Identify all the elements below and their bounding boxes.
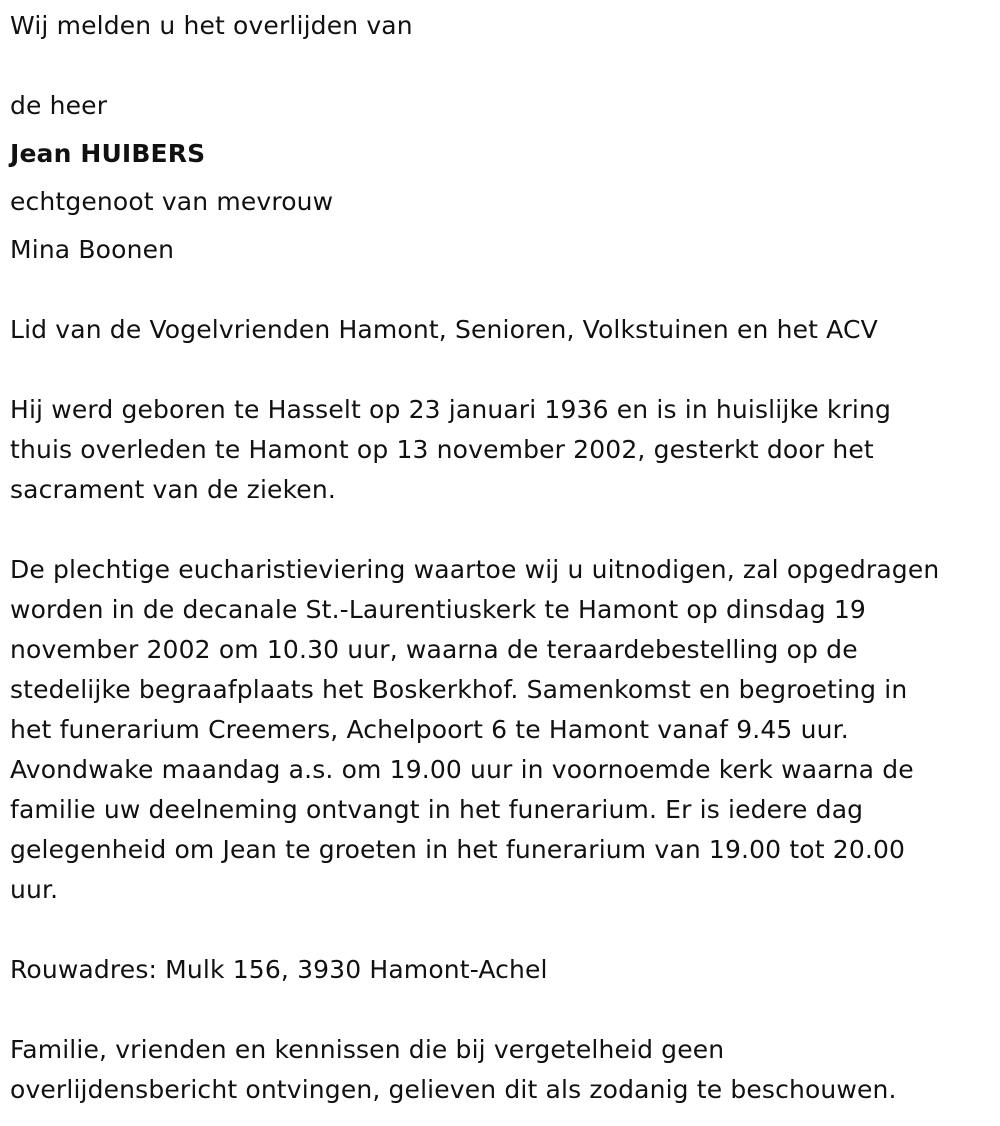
paragraph-line: sacrament van de zieken. [10, 475, 336, 504]
paragraph-line: Familie, vrienden en kennissen die bij vergetelheid geen [10, 1035, 725, 1064]
paragraph-line: november 2002 om 10.30 uur, waarna de teraardebestelling op de [10, 635, 858, 664]
spouse-name: Mina Boonen [10, 235, 175, 264]
paragraph-line: gelegenheid om Jean te groeten in het funerarium van 19.00 tot 20.00 [10, 835, 906, 864]
paragraph-line: uur. [10, 875, 59, 904]
title-prefix: de heer [10, 91, 108, 120]
intro-text: Wij melden u het overlijden van [10, 11, 413, 40]
deceased-name: Jean HUIBERS [10, 139, 206, 168]
paragraph-line: overlijdensbericht ontvingen, gelieven dit als zodanig te beschouwen. [10, 1075, 897, 1104]
spouse-label: echtgenoot van mevrouw [10, 187, 334, 216]
paragraph-line: De plechtige eucharistieviering waartoe wij u uitnodigen, zal opgedragen [10, 555, 940, 584]
paragraph-line: familie uw deelneming ontvangt in het funerarium. Er is iedere dag [10, 795, 864, 824]
mourning-address: Rouwadres: Mulk 156, 3930 Hamont-Achel [10, 955, 548, 984]
paragraph-line: worden in de decanale St.-Laurentiuskerk te Hamont op dinsdag 19 [10, 595, 866, 624]
paragraph-line: het funerarium Creemers, Achelpoort 6 te Hamont vanaf 9.45 uur. [10, 715, 849, 744]
paragraph-line: Avondwake maandag a.s. om 19.00 uur in voornoemde kerk waarna de [10, 755, 914, 784]
paragraph-line: thuis overleden te Hamont op 13 november 2002, gesterkt door het [10, 435, 874, 464]
membership-text: Lid van de Vogelvrienden Hamont, Senioren, Volkstuinen en het ACV [10, 315, 878, 344]
paragraph-line: Hij werd geboren te Hasselt op 23 januari 1936 en is in huislijke kring [10, 395, 891, 424]
paragraph-line: stedelijke begraafplaats het Boskerkhof. Samenkomst en begroeting in [10, 675, 908, 704]
